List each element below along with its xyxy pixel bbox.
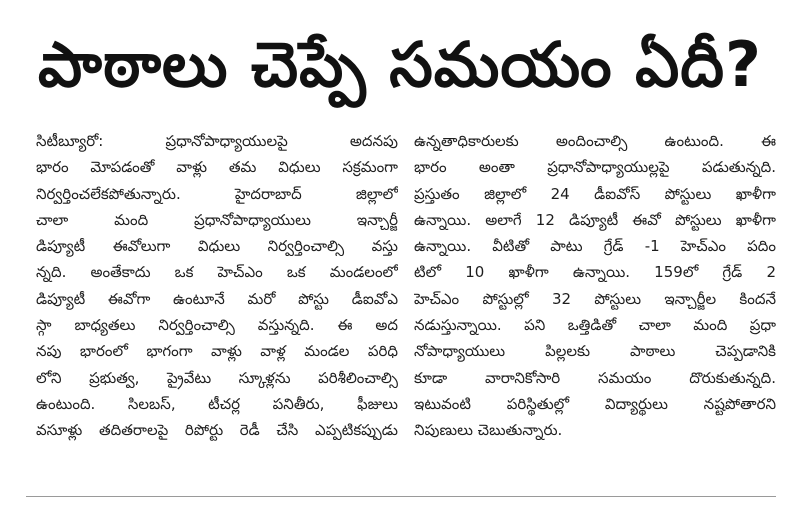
text-line: చాలా మంది ప్రధానోపాధ్యాయులు ఇన్చార్జీ <box>36 210 398 229</box>
text-line: లోని ప్రభుత్వ, ప్రైవేటు స్కూళ్లను పరిశీలించాల్సి <box>36 368 398 387</box>
text-line: ఇటువంటి పరిస్థితుల్లో విద్యార్థులు నష్టపోతారని <box>414 394 776 413</box>
text-line: నపు భారంలో భాగంగా వాళ్లు వాళ్ల మండల పరిధి <box>36 342 398 361</box>
text-line: న్నది. అంతేకాదు ఒక హెచ్ఎం ఒక మండలంలో <box>36 263 398 282</box>
text-line: ఉంటుంది. సిలబస్, టీచర్ల పనితీరు, ఫీజులు <box>36 394 398 413</box>
text-line: భారం అంతా ప్రధానోపాధ్యాయుల్లపై పడుతున్నది. <box>414 158 776 177</box>
text-line: ప్రస్తుతం జిల్లాలో 24 డీఐవోస్ పోస్టులు ఖాళీగా <box>414 184 776 203</box>
text-line: స్గా బాధ్యతలు నిర్వర్తించాల్సి వస్తున్నది. ఈ అద <box>36 316 398 335</box>
text-line: కూడా వారానికోసారి సమయం దొరుకుతున్నది. <box>414 368 776 387</box>
text-line: డిప్యూటీ ఈవోగా ఉంటూనే మరో పోస్టు డీఐవోఎ <box>36 289 398 308</box>
article-column-right <box>414 128 776 444</box>
text-line: నిపుణులు చెబుతున్నారు. <box>414 421 563 440</box>
text-line: వసూళ్లు తదితరాలపై రిపోర్టు రెడీ చేసి ఎప్పటికప్పుడు <box>36 421 398 440</box>
article-body <box>36 128 776 444</box>
text-line: టిలో 10 ఖాళీగా ఉన్నాయి. 159లో గ్రేడ్ 2 <box>414 263 776 282</box>
text-line: డిప్యూటీ ఈవోలుగా విధులు నిర్వర్తించాల్సి వస్తు <box>36 237 398 256</box>
text-line: భారం మోపడంతో వాళ్లు తమ విధులు సక్రమంగా <box>36 158 398 177</box>
text-line: నోపాధ్యాయులు పిల్లలకు పాఠాలు చెప్పడానికి <box>414 342 776 361</box>
text-line: ఉన్నతాధికారులకు అందించాల్సి ఉంటుంది. ఈ <box>414 132 776 150</box>
text-line: సిటీబ్యూరో: ప్రధానోపాధ్యాయులపై అదనపు <box>36 132 398 150</box>
text-line: ఉన్నాయి. అలాగే 12 డిప్యూటీ ఈవో పోస్టులు ఖాళీగా <box>414 210 776 229</box>
text-line: హెచ్ఎం పోస్టుల్లో 32 పోస్టులు ఇన్చార్జీల కిందనే <box>414 289 776 308</box>
text-line: ఉన్నాయి. వీటితో పాటు గ్రేడ్ -1 హెచ్ఎం పదిం <box>414 237 776 256</box>
article-column-left <box>36 128 398 444</box>
article-headline: పాఠాలు చెప్పే సమయం ఏదీ? <box>38 28 762 101</box>
text-line: నిర్వర్తించలేకపోతున్నారు. హైదరాబాద్ జిల్లాలో <box>36 184 398 203</box>
text-line: నడుస్తున్నాయి. పని ఒత్తిడితో చాలా మంది ప్రధా <box>414 316 776 335</box>
bottom-divider <box>26 496 776 497</box>
